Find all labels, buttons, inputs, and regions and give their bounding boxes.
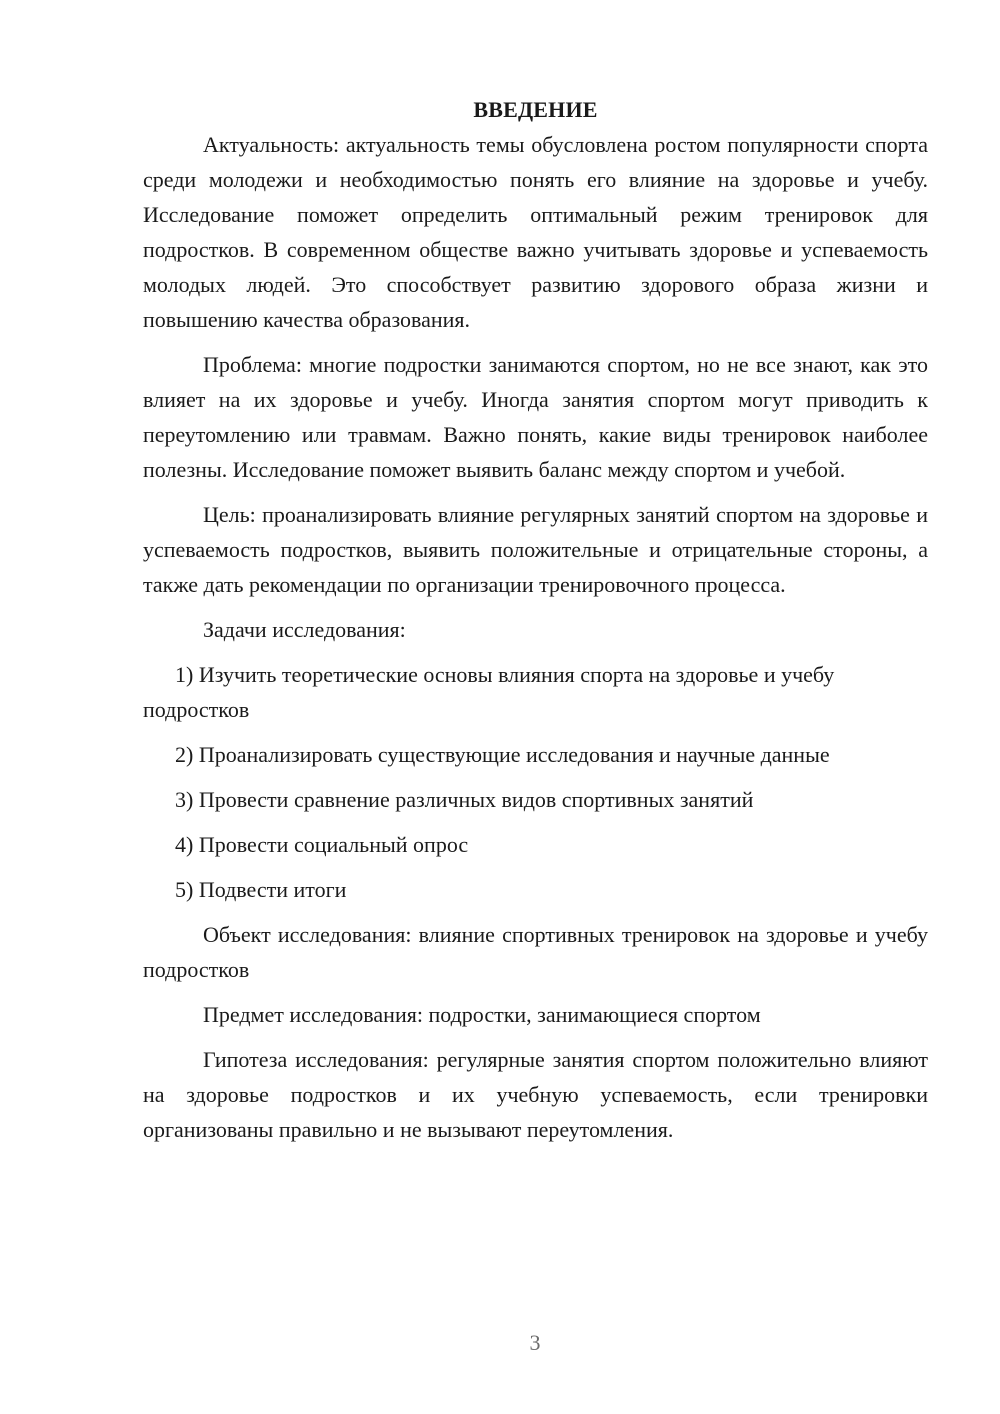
task-item: 3) Провести сравнение различных видов спортивных занятий	[175, 787, 754, 812]
task-item: 4) Провести социальный опрос	[175, 832, 469, 857]
object-paragraph: Объект исследования: влияние спортивных тренировок на здоровье и учебу подростков	[143, 922, 928, 982]
tasks-heading: Задачи исследования:	[203, 617, 406, 642]
goal-paragraph: Цель: проанализировать влияние регулярных занятий спортом на здоровье и успеваемость подростков, выявить положительные и отрицательные стороны, а также дать рекомендации по организации тренировочного процесса.	[143, 502, 928, 597]
tasks-list	[143, 657, 928, 907]
document-page	[143, 92, 928, 1157]
task-item: 5) Подвести итоги	[175, 877, 347, 902]
task-item: 1) Изучить теоретические основы влияния спорта на здоровье и учебу подростков	[143, 662, 835, 722]
problem-paragraph: Проблема: многие подростки занимаются спортом, но не все знают, как это влияет на их здоровье и учебу. Иногда занятия спортом могут приводить к переутомлению или травмам. Важно понять, какие виды тренировок наиболее полезны. Исследование поможет выявить баланс между спортом и учебой.	[143, 352, 928, 482]
hypothesis-paragraph: Гипотеза исследования: регулярные занятия спортом положительно влияют на здоровье подростков и их учебную успеваемость, если тренировки организованы правильно и не вызывают переутомления.	[143, 1047, 928, 1142]
subject-paragraph: Предмет исследования: подростки, занимающиеся спортом	[203, 1002, 761, 1027]
page-number: 3	[529, 1330, 541, 1355]
relevance-paragraph: Актуальность: актуальность темы обусловлена ростом популярности спорта среди молодежи и необходимостью понять его влияние на здоровье и учебу. Исследование поможет определить оптимальный режим тренировок для подростков. В современном обществе важно учитывать здоровье и успеваемость молодых людей. Это способствует развитию здорового образа жизни и повышению качества образования.	[143, 132, 928, 332]
section-heading: ВВЕДЕНИЕ	[473, 97, 598, 122]
task-item: 2) Проанализировать существующие исследования и научные данные	[175, 742, 830, 767]
